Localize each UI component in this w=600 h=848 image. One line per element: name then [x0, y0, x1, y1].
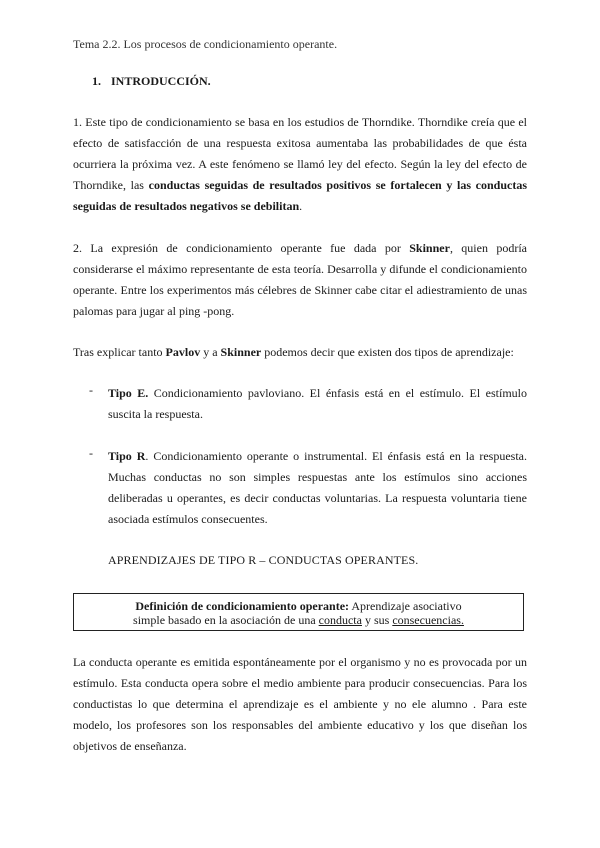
para3-skinner: Skinner — [220, 345, 262, 359]
definition-box — [73, 593, 524, 631]
list-item-text: . Condicionamiento operante o instrumental. El énfasis está en la respuesta. Muchas conductas no son simples respuestas ante los estímulos sino acciones deliberadas u operantes, es decir conductas voluntarias. La respuesta voluntaria tiene asociada estímulos consecuentes. — [108, 449, 527, 526]
list-bullet: - — [89, 446, 93, 460]
section-title: INTRODUCCIÓN. — [111, 74, 211, 88]
definition-label: Definición de condicionamiento operante: — [135, 599, 350, 613]
para2-rest: , quien podría considerarse el máximo representante de esta teoría. Desarrolla y difunde el condicionamiento operante. Entre los experimentos más célebres de Skinner cabe citar el adiestramiento de unas palomas para jugar al ping -pong. — [73, 241, 527, 318]
para3-pavlov: Pavlov — [165, 345, 201, 359]
definition-line-2 — [74, 613, 523, 627]
list-item-label: Tipo R — [108, 449, 146, 463]
para3-pre: Tras explicar tanto — [73, 345, 166, 359]
section-heading — [92, 71, 211, 92]
subheading: APRENDIZAJES DE TIPO R – CONDUCTAS OPERANTES. — [108, 553, 419, 567]
paragraph-thorndike — [73, 112, 527, 217]
list-item-text: Condicionamiento pavloviano. El énfasis está en el estímulo. El estímulo suscita la respuesta. — [108, 386, 527, 421]
para2-text: 2. La expresión de condicionamiento operante fue dada por — [73, 241, 410, 255]
section-number: 1. — [92, 74, 101, 88]
paragraph-operant-behavior: La conducta operante es emitida espontáneamente por el organismo y no es provocada por un estímulo. Esta conducta opera sobre el medio ambiente para producir consecuencias. Para los conductistas lo que determina el aprendizaje es el ambiente y no ele alumno . Para este modelo, los profesores son los responsables del ambiente educativo y los que diseñan los objetivos de enseñanza. — [73, 655, 527, 753]
paragraph-skinner — [73, 238, 527, 322]
para1-end: . — [299, 199, 303, 213]
list-item-tipo-r — [108, 446, 527, 530]
consecuencias-link[interactable]: consecuencias. — [392, 613, 464, 627]
para1-text: 1. Este tipo de condicionamiento se basa en los estudios de Thorndike. Thorndike creía que el efecto de satisfacción de una respuesta exitosa aumentaba las probabilidades de que ésta ocurriera la próxima vez. A este fenómeno se llamó ley del efecto. Según la ley del efecto de Thorndike, las — [73, 115, 527, 192]
paragraph-types-intro — [73, 342, 527, 363]
definition-text: simple basado en la asociación de una — [133, 613, 319, 627]
list-bullet: - — [89, 383, 93, 397]
list-item-tipo-e — [108, 383, 527, 425]
list-item-label: Tipo E. — [108, 386, 149, 400]
conducta-link[interactable]: conducta — [318, 613, 362, 627]
para3-mid: y a — [200, 345, 221, 359]
para2-bold: Skinner — [409, 241, 450, 255]
definition-line-1 — [74, 599, 523, 613]
definition-text: y sus — [361, 613, 393, 627]
page-header: Tema 2.2. Los procesos de condicionamiento operante. — [73, 37, 338, 51]
para1-bold: conductas seguidas de resultados positivos se fortalecen y las conductas seguidas de resultados negativos se debilitan — [73, 178, 527, 213]
para3-post: podemos decir que existen dos tipos de aprendizaje: — [261, 345, 514, 359]
definition-text: Aprendizaje asociativo — [349, 599, 462, 613]
